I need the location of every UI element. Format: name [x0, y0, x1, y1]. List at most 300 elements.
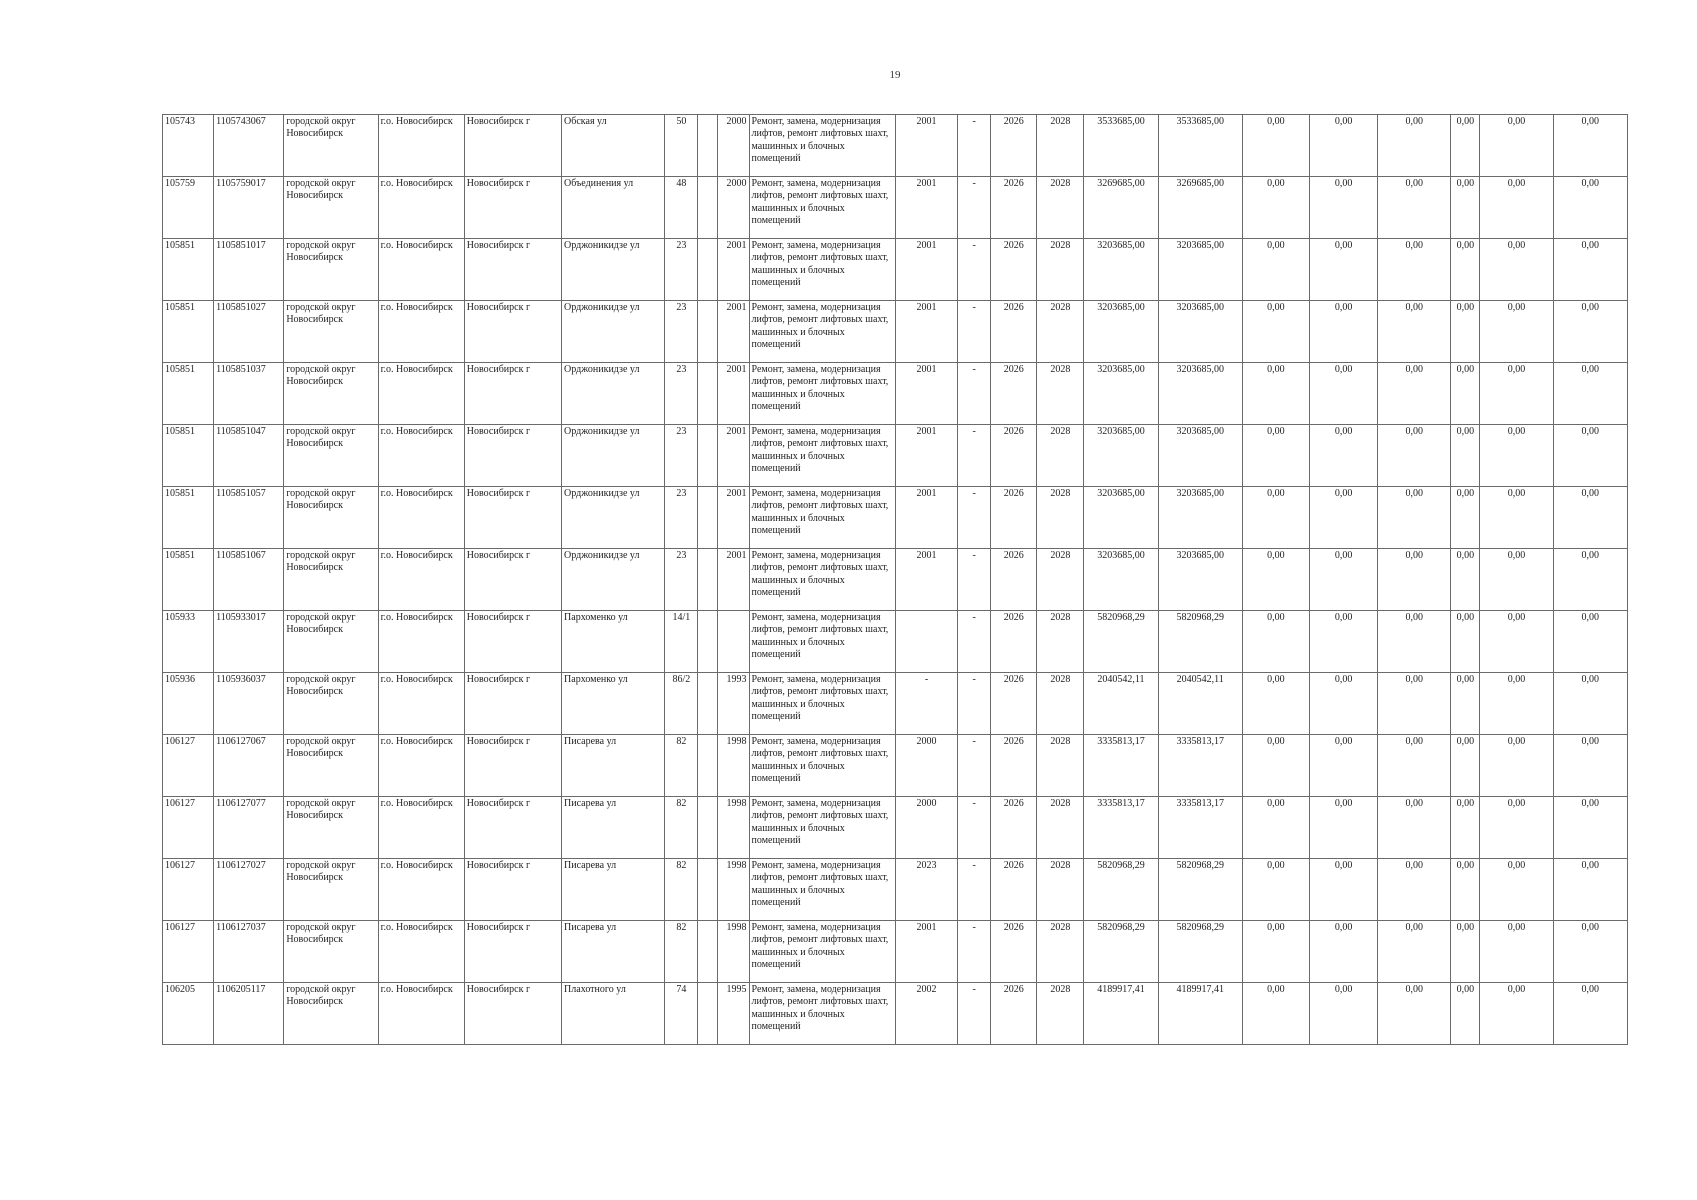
total-cost-cell: 3203685,00: [1084, 301, 1158, 363]
amount-cell-6: 0,00: [1553, 859, 1627, 921]
amount-cell-1: 0,00: [1242, 363, 1309, 425]
table-row: [163, 487, 1628, 549]
start-year-cell: 2026: [991, 239, 1037, 301]
amount-cell-3: 0,00: [1378, 549, 1451, 611]
district-cell: г.о. Новосибирск: [378, 859, 464, 921]
work-type-cell: Ремонт, замена, модернизация лифтов, ремонт лифтовых шахт, машинных и блочных помещений: [749, 735, 895, 797]
amount-cell-5: 0,00: [1480, 301, 1553, 363]
dash-cell: -: [958, 735, 991, 797]
amount-cell-3: 0,00: [1378, 859, 1451, 921]
build-year-cell: 1993: [718, 673, 749, 735]
amount-cell-2: 0,00: [1309, 115, 1377, 177]
end-year-cell: 2028: [1037, 425, 1084, 487]
amount-cell-6: 0,00: [1553, 673, 1627, 735]
table-row: [163, 735, 1628, 797]
amount-cell-6: 0,00: [1553, 177, 1627, 239]
street-cell: Орджоникидзе ул: [562, 239, 665, 301]
amount-cell-5: 0,00: [1480, 177, 1553, 239]
district-cell: г.о. Новосибирск: [378, 487, 464, 549]
registry-table: [162, 114, 1628, 1045]
district-cell: г.о. Новосибирск: [378, 735, 464, 797]
amount-cell-4: 0,00: [1451, 735, 1480, 797]
build-year-cell: 2001: [718, 363, 749, 425]
district-cell: г.о. Новосибирск: [378, 239, 464, 301]
amount-cell-1: 0,00: [1242, 735, 1309, 797]
work-type-cell: Ремонт, замена, модернизация лифтов, ремонт лифтовых шахт, машинных и блочных помещений: [749, 797, 895, 859]
amount-cell-6: 0,00: [1553, 983, 1627, 1045]
amount-cell-2: 0,00: [1309, 487, 1377, 549]
start-year-cell: 2026: [991, 301, 1037, 363]
dash-cell: -: [958, 673, 991, 735]
regional-fund-cell: 3269685,00: [1158, 177, 1242, 239]
amount-cell-3: 0,00: [1378, 983, 1451, 1045]
work-type-cell: Ремонт, замена, модернизация лифтов, ремонт лифтовых шахт, машинных и блочных помещений: [749, 239, 895, 301]
last-repair-year-cell: 2001: [895, 115, 957, 177]
street-cell: Плахотного ул: [562, 983, 665, 1045]
total-cost-cell: 3203685,00: [1084, 549, 1158, 611]
city-cell: Новосибирск г: [464, 983, 561, 1045]
end-year-cell: 2028: [1037, 363, 1084, 425]
last-repair-year-cell: 2000: [895, 735, 957, 797]
record-id-cell: 105933: [163, 611, 214, 673]
amount-cell-1: 0,00: [1242, 549, 1309, 611]
house-number-cell: 82: [665, 921, 698, 983]
total-cost-cell: 3269685,00: [1084, 177, 1158, 239]
total-cost-cell: 3203685,00: [1084, 363, 1158, 425]
city-cell: Новосибирск г: [464, 363, 561, 425]
end-year-cell: 2028: [1037, 549, 1084, 611]
house-number-cell: 86/2: [665, 673, 698, 735]
dash-cell: -: [958, 177, 991, 239]
amount-cell-4: 0,00: [1451, 611, 1480, 673]
total-cost-cell: 3335813,17: [1084, 735, 1158, 797]
code-cell: 1105851027: [214, 301, 284, 363]
city-cell: Новосибирск г: [464, 797, 561, 859]
amount-cell-2: 0,00: [1309, 425, 1377, 487]
house-number-cell: 50: [665, 115, 698, 177]
city-cell: Новосибирск г: [464, 735, 561, 797]
municipality-cell: городской округ Новосибирск: [284, 363, 378, 425]
building-cell: [698, 983, 718, 1045]
amount-cell-3: 0,00: [1378, 301, 1451, 363]
district-cell: г.о. Новосибирск: [378, 921, 464, 983]
work-type-cell: Ремонт, замена, модернизация лифтов, ремонт лифтовых шахт, машинных и блочных помещений: [749, 549, 895, 611]
street-cell: Писарева ул: [562, 797, 665, 859]
table-row: [163, 549, 1628, 611]
district-cell: г.о. Новосибирск: [378, 425, 464, 487]
work-type-cell: Ремонт, замена, модернизация лифтов, ремонт лифтовых шахт, машинных и блочных помещений: [749, 363, 895, 425]
regional-fund-cell: 5820968,29: [1158, 921, 1242, 983]
amount-cell-5: 0,00: [1480, 115, 1553, 177]
start-year-cell: 2026: [991, 673, 1037, 735]
code-cell: 1106127077: [214, 797, 284, 859]
amount-cell-2: 0,00: [1309, 983, 1377, 1045]
amount-cell-2: 0,00: [1309, 239, 1377, 301]
code-cell: 1105936037: [214, 673, 284, 735]
house-number-cell: 23: [665, 425, 698, 487]
code-cell: 1105759017: [214, 177, 284, 239]
record-id-cell: 105743: [163, 115, 214, 177]
build-year-cell: 1998: [718, 859, 749, 921]
amount-cell-1: 0,00: [1242, 673, 1309, 735]
last-repair-year-cell: 2001: [895, 425, 957, 487]
city-cell: Новосибирск г: [464, 859, 561, 921]
amount-cell-1: 0,00: [1242, 177, 1309, 239]
work-type-cell: Ремонт, замена, модернизация лифтов, ремонт лифтовых шахт, машинных и блочных помещений: [749, 115, 895, 177]
last-repair-year-cell: 2000: [895, 797, 957, 859]
district-cell: г.о. Новосибирск: [378, 549, 464, 611]
dash-cell: -: [958, 611, 991, 673]
regional-fund-cell: 2040542,11: [1158, 673, 1242, 735]
end-year-cell: 2028: [1037, 673, 1084, 735]
amount-cell-5: 0,00: [1480, 487, 1553, 549]
amount-cell-1: 0,00: [1242, 487, 1309, 549]
build-year-cell: 2000: [718, 177, 749, 239]
amount-cell-4: 0,00: [1451, 115, 1480, 177]
regional-fund-cell: 3533685,00: [1158, 115, 1242, 177]
house-number-cell: 23: [665, 301, 698, 363]
dash-cell: -: [958, 921, 991, 983]
last-repair-year-cell: 2001: [895, 239, 957, 301]
amount-cell-3: 0,00: [1378, 735, 1451, 797]
amount-cell-4: 0,00: [1451, 363, 1480, 425]
amount-cell-5: 0,00: [1480, 859, 1553, 921]
street-cell: Орджоникидзе ул: [562, 425, 665, 487]
build-year-cell: 2001: [718, 301, 749, 363]
record-id-cell: 105851: [163, 239, 214, 301]
regional-fund-cell: 3203685,00: [1158, 425, 1242, 487]
street-cell: Объединения ул: [562, 177, 665, 239]
building-cell: [698, 425, 718, 487]
building-cell: [698, 797, 718, 859]
work-type-cell: Ремонт, замена, модернизация лифтов, ремонт лифтовых шахт, машинных и блочных помещений: [749, 859, 895, 921]
amount-cell-4: 0,00: [1451, 425, 1480, 487]
regional-fund-cell: 5820968,29: [1158, 859, 1242, 921]
last-repair-year-cell: 2001: [895, 363, 957, 425]
amount-cell-4: 0,00: [1451, 487, 1480, 549]
building-cell: [698, 611, 718, 673]
municipality-cell: городской округ Новосибирск: [284, 611, 378, 673]
record-id-cell: 106127: [163, 735, 214, 797]
end-year-cell: 2028: [1037, 301, 1084, 363]
municipality-cell: городской округ Новосибирск: [284, 177, 378, 239]
amount-cell-3: 0,00: [1378, 673, 1451, 735]
code-cell: 1105851017: [214, 239, 284, 301]
table-row: [163, 115, 1628, 177]
amount-cell-1: 0,00: [1242, 239, 1309, 301]
dash-cell: -: [958, 425, 991, 487]
house-number-cell: 23: [665, 549, 698, 611]
build-year-cell: 2001: [718, 239, 749, 301]
build-year-cell: 1998: [718, 921, 749, 983]
last-repair-year-cell: 2001: [895, 549, 957, 611]
amount-cell-3: 0,00: [1378, 177, 1451, 239]
municipality-cell: городской округ Новосибирск: [284, 549, 378, 611]
code-cell: 1105933017: [214, 611, 284, 673]
table-row: [163, 611, 1628, 673]
amount-cell-4: 0,00: [1451, 797, 1480, 859]
building-cell: [698, 301, 718, 363]
regional-fund-cell: 3335813,17: [1158, 797, 1242, 859]
amount-cell-6: 0,00: [1553, 239, 1627, 301]
end-year-cell: 2028: [1037, 735, 1084, 797]
amount-cell-2: 0,00: [1309, 921, 1377, 983]
dash-cell: -: [958, 363, 991, 425]
start-year-cell: 2026: [991, 983, 1037, 1045]
page-number: 19: [889, 69, 901, 81]
amount-cell-4: 0,00: [1451, 177, 1480, 239]
street-cell: Писарева ул: [562, 859, 665, 921]
work-type-cell: Ремонт, замена, модернизация лифтов, ремонт лифтовых шахт, машинных и блочных помещений: [749, 921, 895, 983]
amount-cell-3: 0,00: [1378, 115, 1451, 177]
dash-cell: -: [958, 549, 991, 611]
amount-cell-6: 0,00: [1553, 611, 1627, 673]
work-type-cell: Ремонт, замена, модернизация лифтов, ремонт лифтовых шахт, машинных и блочных помещений: [749, 301, 895, 363]
amount-cell-3: 0,00: [1378, 611, 1451, 673]
table-row: [163, 301, 1628, 363]
start-year-cell: 2026: [991, 859, 1037, 921]
amount-cell-2: 0,00: [1309, 363, 1377, 425]
start-year-cell: 2026: [991, 797, 1037, 859]
city-cell: Новосибирск г: [464, 115, 561, 177]
amount-cell-1: 0,00: [1242, 301, 1309, 363]
table-row: [163, 239, 1628, 301]
street-cell: Пархоменко ул: [562, 673, 665, 735]
record-id-cell: 105851: [163, 301, 214, 363]
street-cell: Орджоникидзе ул: [562, 363, 665, 425]
municipality-cell: городской округ Новосибирск: [284, 797, 378, 859]
record-id-cell: 105936: [163, 673, 214, 735]
district-cell: г.о. Новосибирск: [378, 673, 464, 735]
table-row: [163, 177, 1628, 239]
regional-fund-cell: 5820968,29: [1158, 611, 1242, 673]
amount-cell-5: 0,00: [1480, 363, 1553, 425]
table-row: [163, 673, 1628, 735]
table-row: [163, 797, 1628, 859]
building-cell: [698, 363, 718, 425]
code-cell: 1106205117: [214, 983, 284, 1045]
work-type-cell: Ремонт, замена, модернизация лифтов, ремонт лифтовых шахт, машинных и блочных помещений: [749, 425, 895, 487]
regional-fund-cell: 4189917,41: [1158, 983, 1242, 1045]
code-cell: 1105851037: [214, 363, 284, 425]
build-year-cell: 1998: [718, 735, 749, 797]
city-cell: Новосибирск г: [464, 611, 561, 673]
amount-cell-5: 0,00: [1480, 239, 1553, 301]
last-repair-year-cell: 2001: [895, 487, 957, 549]
street-cell: Писарева ул: [562, 921, 665, 983]
house-number-cell: 23: [665, 239, 698, 301]
building-cell: [698, 549, 718, 611]
amount-cell-6: 0,00: [1553, 363, 1627, 425]
amount-cell-4: 0,00: [1451, 673, 1480, 735]
record-id-cell: 106205: [163, 983, 214, 1045]
house-number-cell: 23: [665, 487, 698, 549]
city-cell: Новосибирск г: [464, 549, 561, 611]
amount-cell-2: 0,00: [1309, 859, 1377, 921]
last-repair-year-cell: 2001: [895, 301, 957, 363]
code-cell: 1106127027: [214, 859, 284, 921]
table-row: [163, 859, 1628, 921]
amount-cell-5: 0,00: [1480, 611, 1553, 673]
start-year-cell: 2026: [991, 363, 1037, 425]
last-repair-year-cell: 2001: [895, 921, 957, 983]
amount-cell-6: 0,00: [1553, 301, 1627, 363]
municipality-cell: городской округ Новосибирск: [284, 115, 378, 177]
house-number-cell: 82: [665, 797, 698, 859]
total-cost-cell: 3203685,00: [1084, 487, 1158, 549]
record-id-cell: 105851: [163, 425, 214, 487]
record-id-cell: 105851: [163, 363, 214, 425]
dash-cell: -: [958, 859, 991, 921]
last-repair-year-cell: [895, 611, 957, 673]
record-id-cell: 106127: [163, 921, 214, 983]
dash-cell: -: [958, 797, 991, 859]
district-cell: г.о. Новосибирск: [378, 363, 464, 425]
building-cell: [698, 859, 718, 921]
start-year-cell: 2026: [991, 549, 1037, 611]
amount-cell-2: 0,00: [1309, 177, 1377, 239]
house-number-cell: 74: [665, 983, 698, 1045]
end-year-cell: 2028: [1037, 921, 1084, 983]
building-cell: [698, 673, 718, 735]
start-year-cell: 2026: [991, 921, 1037, 983]
amount-cell-4: 0,00: [1451, 239, 1480, 301]
municipality-cell: городской округ Новосибирск: [284, 425, 378, 487]
municipality-cell: городской округ Новосибирск: [284, 735, 378, 797]
municipality-cell: городской округ Новосибирск: [284, 983, 378, 1045]
house-number-cell: 82: [665, 859, 698, 921]
city-cell: Новосибирск г: [464, 673, 561, 735]
amount-cell-6: 0,00: [1553, 921, 1627, 983]
regional-fund-cell: 3203685,00: [1158, 239, 1242, 301]
building-cell: [698, 735, 718, 797]
house-number-cell: 14/1: [665, 611, 698, 673]
district-cell: г.о. Новосибирск: [378, 115, 464, 177]
amount-cell-3: 0,00: [1378, 239, 1451, 301]
regional-fund-cell: 3335813,17: [1158, 735, 1242, 797]
amount-cell-3: 0,00: [1378, 921, 1451, 983]
start-year-cell: 2026: [991, 611, 1037, 673]
regional-fund-cell: 3203685,00: [1158, 549, 1242, 611]
amount-cell-2: 0,00: [1309, 301, 1377, 363]
street-cell: Орджоникидзе ул: [562, 487, 665, 549]
amount-cell-1: 0,00: [1242, 797, 1309, 859]
end-year-cell: 2028: [1037, 487, 1084, 549]
amount-cell-3: 0,00: [1378, 487, 1451, 549]
amount-cell-5: 0,00: [1480, 735, 1553, 797]
start-year-cell: 2026: [991, 115, 1037, 177]
street-cell: Пархоменко ул: [562, 611, 665, 673]
amount-cell-6: 0,00: [1553, 735, 1627, 797]
dash-cell: -: [958, 487, 991, 549]
total-cost-cell: 3203685,00: [1084, 425, 1158, 487]
total-cost-cell: 3533685,00: [1084, 115, 1158, 177]
amount-cell-2: 0,00: [1309, 673, 1377, 735]
end-year-cell: 2028: [1037, 611, 1084, 673]
end-year-cell: 2028: [1037, 177, 1084, 239]
regional-fund-cell: 3203685,00: [1158, 301, 1242, 363]
building-cell: [698, 239, 718, 301]
code-cell: 1105743067: [214, 115, 284, 177]
work-type-cell: Ремонт, замена, модернизация лифтов, ремонт лифтовых шахт, машинных и блочных помещений: [749, 487, 895, 549]
municipality-cell: городской округ Новосибирск: [284, 921, 378, 983]
amount-cell-3: 0,00: [1378, 363, 1451, 425]
start-year-cell: 2026: [991, 487, 1037, 549]
city-cell: Новосибирск г: [464, 425, 561, 487]
district-cell: г.о. Новосибирск: [378, 983, 464, 1045]
table-row: [163, 983, 1628, 1045]
amount-cell-1: 0,00: [1242, 921, 1309, 983]
total-cost-cell: 5820968,29: [1084, 859, 1158, 921]
amount-cell-1: 0,00: [1242, 611, 1309, 673]
amount-cell-6: 0,00: [1553, 115, 1627, 177]
start-year-cell: 2026: [991, 177, 1037, 239]
last-repair-year-cell: 2002: [895, 983, 957, 1045]
record-id-cell: 105851: [163, 487, 214, 549]
amount-cell-4: 0,00: [1451, 301, 1480, 363]
street-cell: Орджоникидзе ул: [562, 301, 665, 363]
amount-cell-3: 0,00: [1378, 425, 1451, 487]
district-cell: г.о. Новосибирск: [378, 797, 464, 859]
dash-cell: -: [958, 301, 991, 363]
regional-fund-cell: 3203685,00: [1158, 363, 1242, 425]
build-year-cell: 2001: [718, 549, 749, 611]
table-row: [163, 363, 1628, 425]
table-row: [163, 425, 1628, 487]
regional-fund-cell: 3203685,00: [1158, 487, 1242, 549]
amount-cell-4: 0,00: [1451, 921, 1480, 983]
record-id-cell: 105759: [163, 177, 214, 239]
build-year-cell: 2000: [718, 115, 749, 177]
amount-cell-5: 0,00: [1480, 921, 1553, 983]
code-cell: 1105851057: [214, 487, 284, 549]
last-repair-year-cell: 2023: [895, 859, 957, 921]
city-cell: Новосибирск г: [464, 487, 561, 549]
amount-cell-5: 0,00: [1480, 797, 1553, 859]
street-cell: Обская ул: [562, 115, 665, 177]
work-type-cell: Ремонт, замена, модернизация лифтов, ремонт лифтовых шахт, машинных и блочных помещений: [749, 673, 895, 735]
build-year-cell: 2001: [718, 425, 749, 487]
amount-cell-3: 0,00: [1378, 797, 1451, 859]
street-cell: Орджоникидзе ул: [562, 549, 665, 611]
amount-cell-1: 0,00: [1242, 983, 1309, 1045]
municipality-cell: городской округ Новосибирск: [284, 487, 378, 549]
amount-cell-1: 0,00: [1242, 115, 1309, 177]
code-cell: 1105851067: [214, 549, 284, 611]
amount-cell-2: 0,00: [1309, 611, 1377, 673]
building-cell: [698, 115, 718, 177]
building-cell: [698, 177, 718, 239]
municipality-cell: городской округ Новосибирск: [284, 301, 378, 363]
record-id-cell: 106127: [163, 797, 214, 859]
dash-cell: -: [958, 983, 991, 1045]
amount-cell-4: 0,00: [1451, 983, 1480, 1045]
municipality-cell: городской округ Новосибирск: [284, 239, 378, 301]
city-cell: Новосибирск г: [464, 301, 561, 363]
building-cell: [698, 921, 718, 983]
amount-cell-4: 0,00: [1451, 549, 1480, 611]
amount-cell-1: 0,00: [1242, 425, 1309, 487]
record-id-cell: 106127: [163, 859, 214, 921]
amount-cell-5: 0,00: [1480, 549, 1553, 611]
work-type-cell: Ремонт, замена, модернизация лифтов, ремонт лифтовых шахт, машинных и блочных помещений: [749, 611, 895, 673]
dash-cell: -: [958, 115, 991, 177]
table-row: [163, 921, 1628, 983]
record-id-cell: 105851: [163, 549, 214, 611]
district-cell: г.о. Новосибирск: [378, 177, 464, 239]
district-cell: г.о. Новосибирск: [378, 611, 464, 673]
last-repair-year-cell: -: [895, 673, 957, 735]
